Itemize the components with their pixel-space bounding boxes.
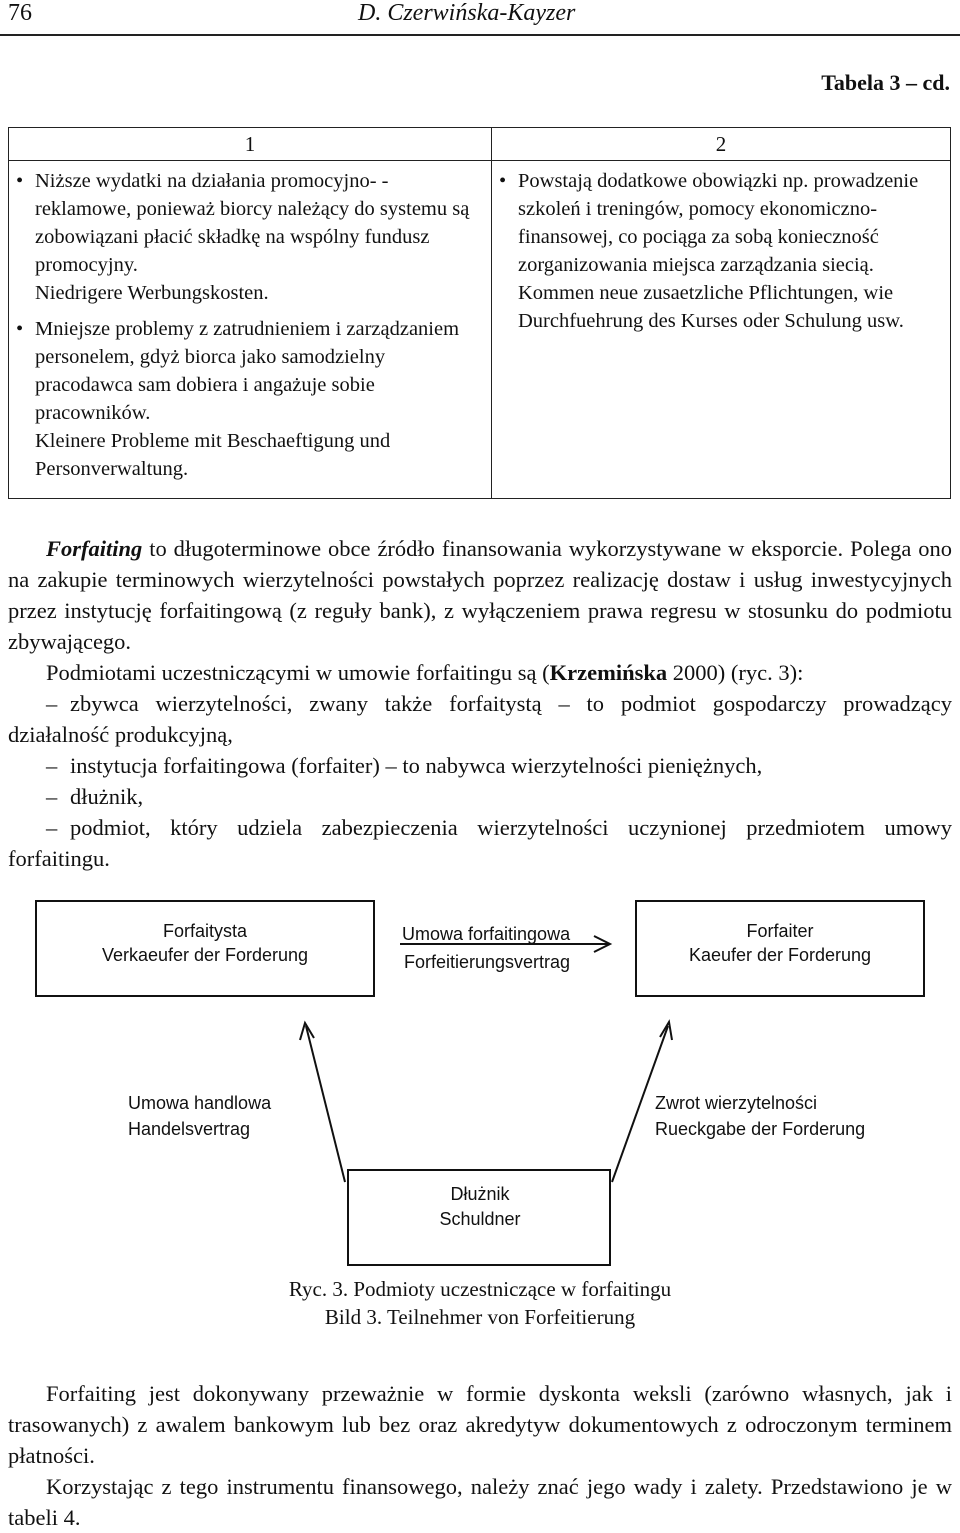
paragraph: Forfaiting jest dokonywany przeważnie w formie dyskonta weksli (zarówno własnych, jak i trasowanych) z awalem bankowym lub bez oraz akredytyw dokumentowych z odroczonym terminem płatności.: [8, 1381, 952, 1468]
page-number: 76: [8, 0, 32, 26]
contract-label: Umowa forfaitingowa: [402, 924, 571, 944]
body-text-1: [8, 533, 952, 874]
item-text-de: Kommen neue zusaetzliche Pflichtungen, wie Durchfuehrung des Kurses oder Schulung usw.: [518, 282, 904, 332]
return-label-de: Rueckgabe der Forderung: [655, 1119, 866, 1139]
forfaiter-label-de: Kaeufer der Forderung: [688, 945, 872, 965]
paragraph-text: 2000) (ryc. 3):: [667, 660, 804, 685]
paragraph: [8, 657, 952, 688]
table-row: [9, 161, 951, 499]
item-text-pl: Powstają dodatkowe obowiązki np. prowadzenie szkoleń i treningów, pomocy ekonomiczno-finansowej, co pociąga za sobą konieczność zorganizowania miejsca zarządzania siecią.: [518, 170, 919, 276]
dash-marker: –: [46, 815, 58, 840]
dluznik-label-de: Schuldner: [439, 1209, 521, 1229]
dash-marker: –: [46, 691, 58, 716]
dash-marker: –: [46, 753, 58, 778]
paragraph-text: Podmiotami uczestniczącymi w umowie forfaitingu są (: [46, 660, 550, 685]
dash-list-item: [8, 750, 952, 781]
dluznik-label: Dłużnik: [450, 1184, 510, 1204]
item-text-de: Niedrigere Werbungskosten.: [35, 282, 269, 304]
list-item: [29, 315, 481, 483]
item-text-de: Kleinere Probleme mit Beschaeftigung und Personverwaltung.: [35, 430, 391, 480]
item-text-pl: Niższe wydatki na działania promocyjno- -reklamowe, ponieważ biorcy należący do systemu są zobowiązani płacić składkę na wspólny fundusz promocyjny.: [35, 170, 470, 276]
dash-list-item: [8, 688, 952, 750]
paragraph-text: to długoterminowe obce źródło finansowania wykorzystywane w eksporcie. Polega ono na zakupie terminowych wierzytelności powstałych poprzez realizację dostaw i usług inwestycyjnych przez instytucję forfaitingową (z reguły bank), z wyłączeniem prawa regresu w stosunku do podmiotu zbywającego.: [8, 536, 952, 654]
trade-contract-label-de: Handelsvertrag: [128, 1119, 251, 1139]
forfaiter-label: Forfaiter: [746, 921, 814, 941]
figure-caption: [0, 1275, 960, 1331]
comparison-table: [8, 127, 951, 499]
list-item-text: podmiot, który udziela zabezpieczenia wierzytelności uczynionej przedmiotem umowy forfaitingu.: [8, 815, 952, 871]
list-item-text: zbywca wierzytelności, zwany także forfaitystą – to podmiot gospodarczy prowadzący działalność produkcyjną,: [8, 691, 952, 747]
list-item: [29, 167, 481, 307]
list-item: [512, 167, 940, 335]
term-forfaiting: Forfaiting: [46, 536, 143, 561]
forfaitysta-label: Forfaitysta: [162, 921, 248, 941]
forfaitysta-label-de: Verkaeufer der Forderung: [101, 945, 309, 965]
list-item-text: dłużnik,: [70, 784, 144, 809]
table-header-row: [9, 128, 951, 161]
list-item-text: instytucja forfaitingowa (forfaiter) – to nabywca wierzytelności pieniężnych,: [70, 753, 763, 778]
forfaiting-diagram: [0, 880, 960, 1270]
table-caption: Tabela 3 – cd.: [821, 70, 950, 95]
dash-list-item: [8, 812, 952, 874]
citation-author: Krzemińska: [549, 660, 668, 685]
running-head: D. Czerwińska-Kayzer: [358, 0, 576, 26]
table-cell-col1: [9, 161, 492, 499]
column-header-1: 1: [9, 128, 492, 161]
contract-label-de: Forfeitierungsvertrag: [404, 952, 571, 972]
page-header: [0, 0, 960, 36]
dash-list-item: [8, 781, 952, 812]
dash-marker: –: [46, 784, 58, 809]
table-cell-col2: [492, 161, 951, 499]
figure-caption-pl: Ryc. 3. Podmioty uczestniczące w forfaitingu: [288, 1277, 672, 1301]
paragraph: Korzystając z tego instrumentu finansowego, należy znać jego wady i zalety. Przedstawiono je w tabeli 4.: [8, 1474, 952, 1530]
return-label: Zwrot wierzytelności: [655, 1093, 818, 1113]
trade-contract-label: Umowa handlowa: [128, 1093, 272, 1113]
figure-caption-de: Bild 3. Teilnehmer von Forfeitierung: [324, 1305, 636, 1329]
paragraph: [8, 533, 952, 657]
body-text-2: [8, 1378, 952, 1533]
item-text-pl: Mniejsze problemy z zatrudnieniem i zarządzaniem personelem, gdyż biorca jako samodzielny pracodawca sam dobiera i angażuje sobie pracowników.: [35, 318, 460, 424]
column-header-2: 2: [492, 128, 951, 161]
